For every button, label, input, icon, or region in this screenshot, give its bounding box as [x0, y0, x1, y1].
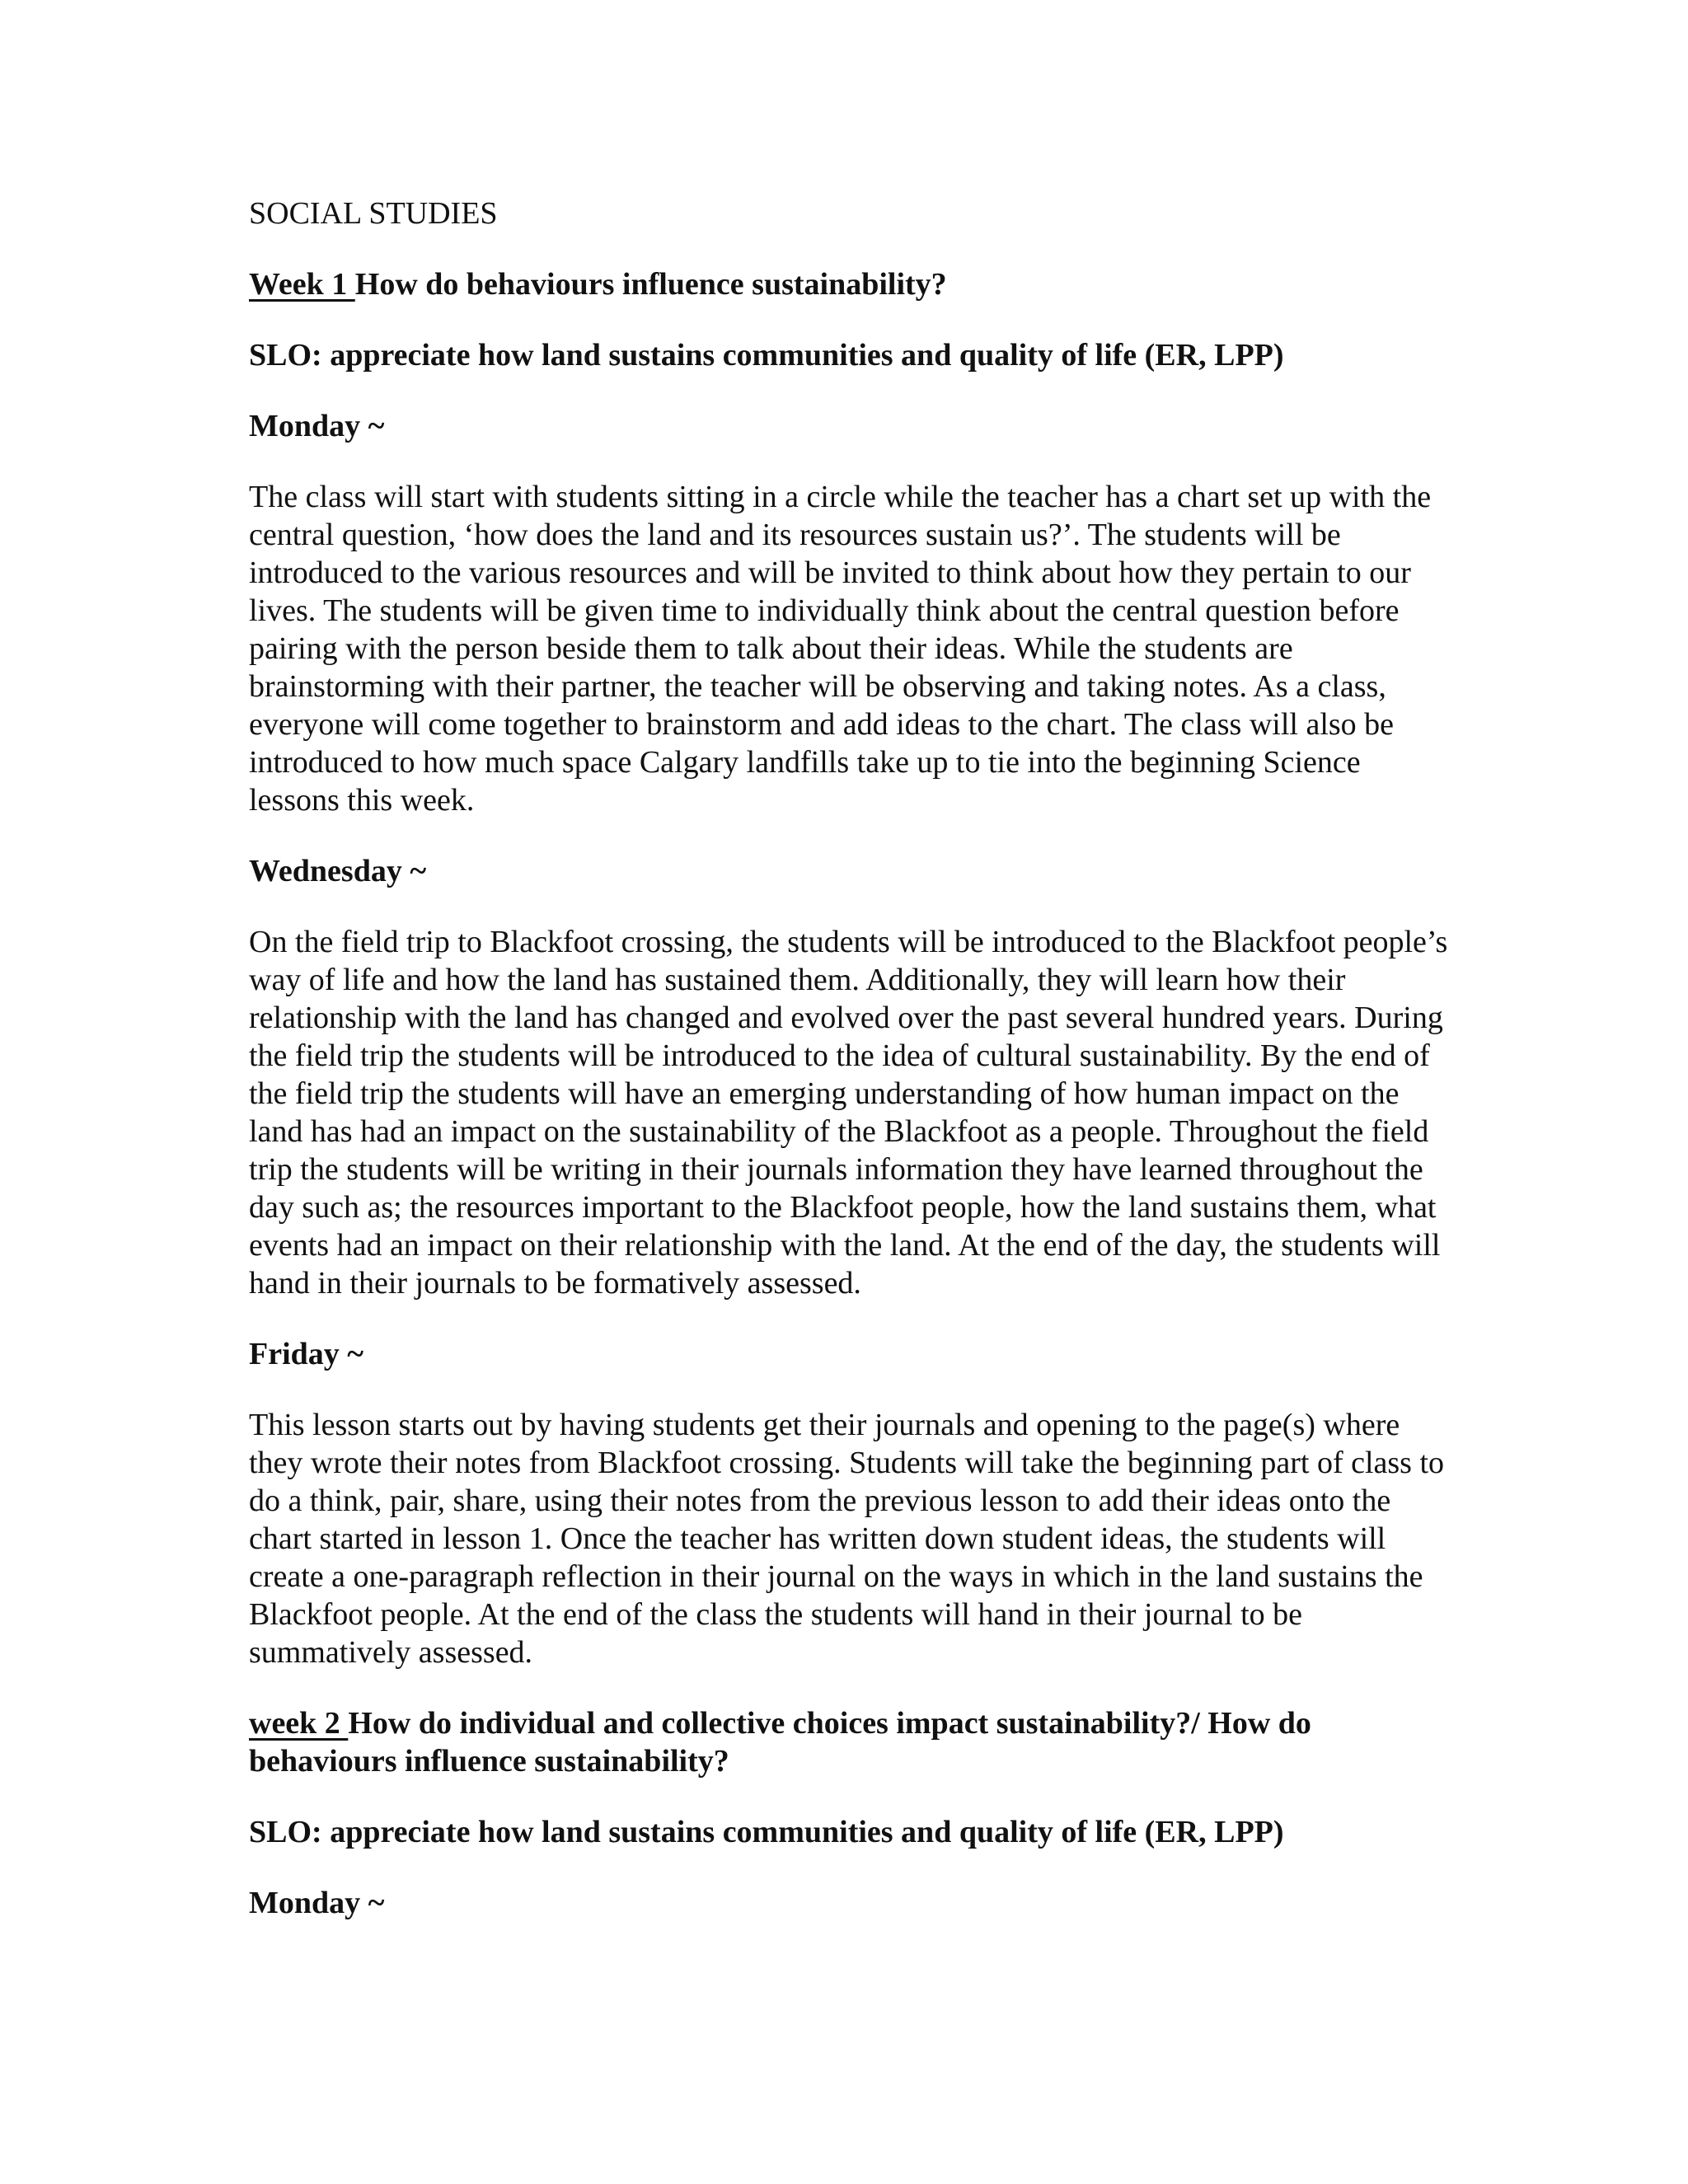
week2-question: How do individual and collective choices impact sustainability?/ How do behaviours influence sustainability? — [249, 1706, 1311, 1779]
week2-heading — [249, 1704, 1452, 1780]
week1-wednesday-paragraph: On the field trip to Blackfoot crossing, the students will be introduced to the Blackfoot people’s way of life and how the land has sustained them. Additionally, they will learn how their relationship with the land has changed and evolved over the past several hundred years. During the field trip the students will be introduced to the idea of cultural sustainability. By the end of the field trip the students will have an emerging understanding of how human impact on the land has had an impact on the sustainability of the Blackfoot as a people. Throughout the field trip the students will be writing in their journals information they have learned throughout the day such as; the resources important to the Blackfoot people, how the land sustains them, what events had an impact on their relationship with the land. At the end of the day, the students will hand in their journals to be formatively assessed. — [249, 925, 1448, 1301]
week1-slo: SLO: appreciate how land sustains communities and quality of life (ER, LPP) — [249, 338, 1284, 373]
document-page — [249, 194, 1452, 1955]
week1-label: Week 1 — [249, 267, 355, 302]
week1-monday-heading: Monday ~ — [249, 409, 385, 443]
subject-title: SOCIAL STUDIES — [249, 196, 498, 231]
week1-friday-paragraph: This lesson starts out by having students get their journals and opening to the page(s) where they wrote their notes from Blackfoot crossing. Students will take the beginning part of class to do a think, pair, share, using their notes from the previous lesson to add their ideas onto the chart started in lesson 1. Once the teacher has written down student ideas, the students will create a one-paragraph reflection in their journal on the ways in which in the land sustains the Blackfoot people. At the end of the class the students will hand in their journal to be summatively assessed. — [249, 1408, 1445, 1670]
week2-monday-heading: Monday ~ — [249, 1886, 385, 1920]
week1-heading — [249, 265, 1452, 303]
week1-monday-paragraph: The class will start with students sitting in a circle while the teacher has a chart set up with the central question, ‘how does the land and its resources sustain us?’. The students will be introduced to the various resources and will be invited to think about how they pertain to our lives. The students will be given time to individually think about the central question before pairing with the person beside them to talk about their ideas. While the students are brainstorming with their partner, the teacher will be observing and taking notes. As a class, everyone will come together to brainstorm and add ideas to the chart. The class will also be introduced to how much space Calgary landfills take up to tie into the beginning Science lessons this week. — [249, 480, 1432, 818]
week1-question: How do behaviours influence sustainability? — [354, 267, 947, 302]
week2-slo: SLO: appreciate how land sustains communities and quality of life (ER, LPP) — [249, 1815, 1284, 1849]
week1-wednesday-heading: Wednesday ~ — [249, 854, 427, 888]
week1-friday-heading: Friday ~ — [249, 1337, 364, 1371]
week2-label: week 2 — [249, 1706, 349, 1741]
